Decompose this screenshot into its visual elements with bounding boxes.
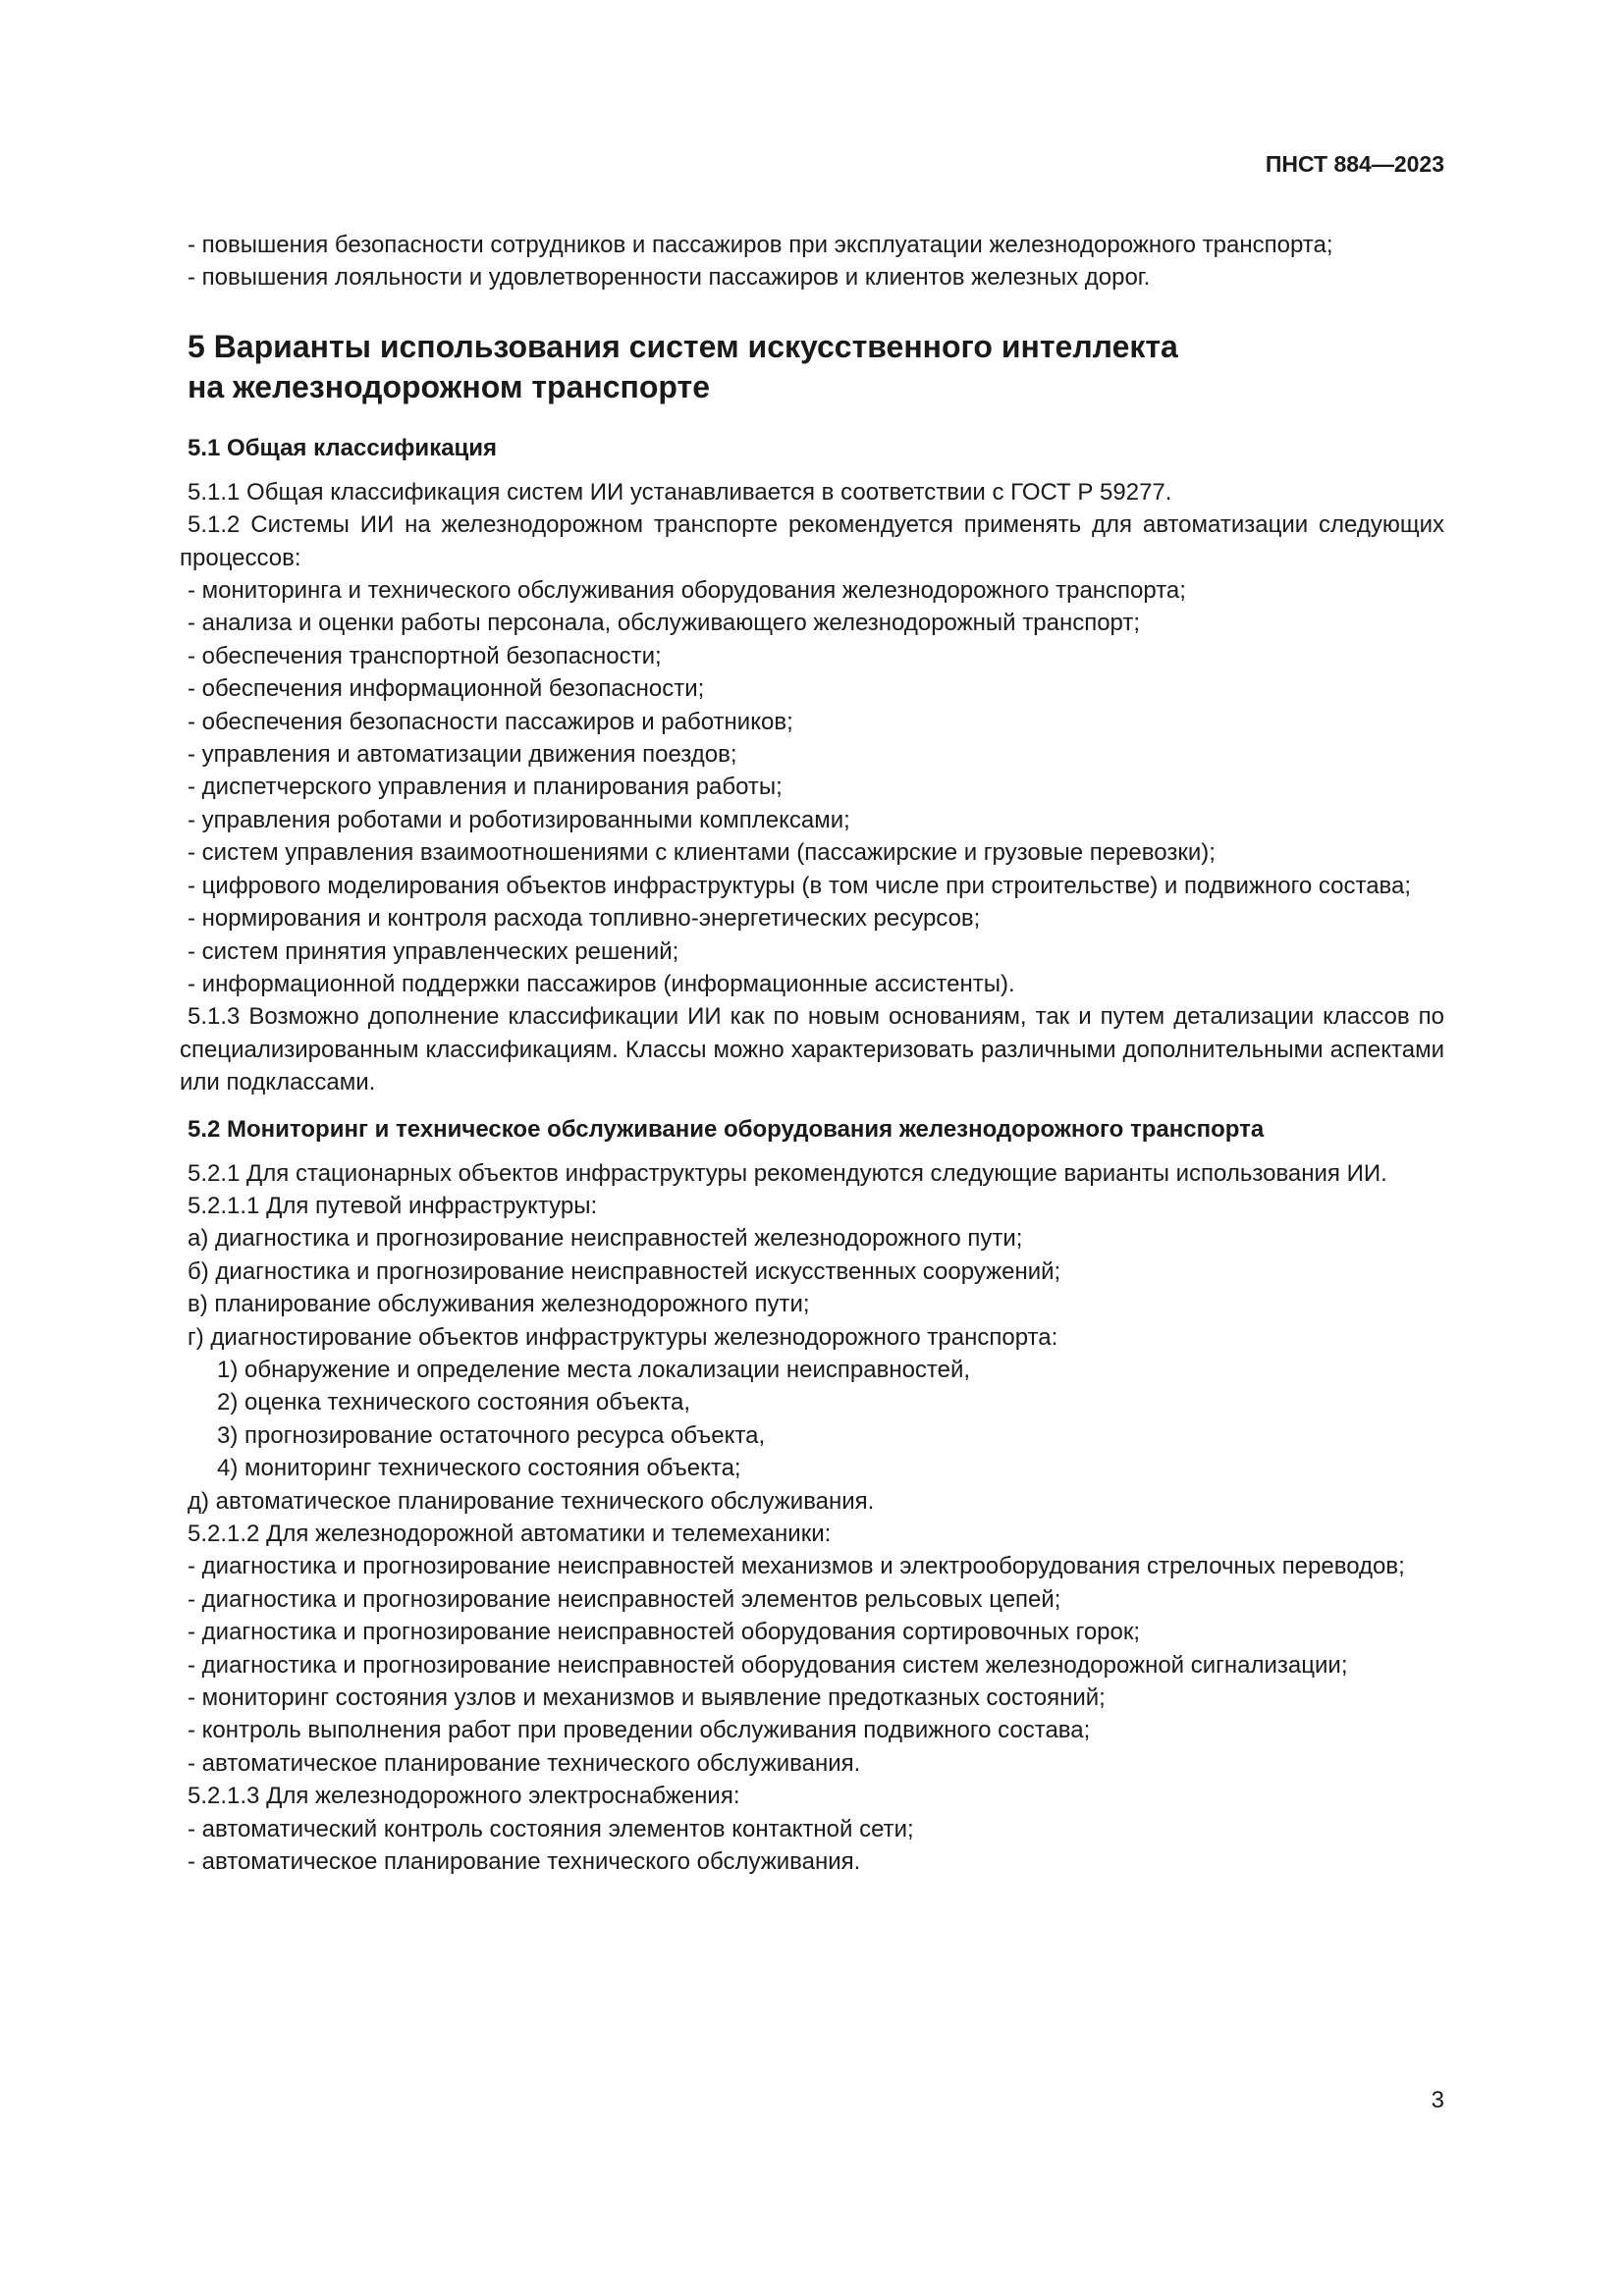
list-item: д) автоматическое планирование технического обслуживания. xyxy=(188,1487,875,1515)
paragraph-5-2-1-2: 5.2.1.2 Для железнодорожной автоматики и телемеханики: xyxy=(188,1521,832,1547)
paragraph-5-1-2: 5.1.2 Системы ИИ на железнодорожном транспорте рекомендуется применять для автоматизации следующих процессов: xyxy=(180,511,1444,571)
list-item: - диагностика и прогнозирование неисправностей механизмов и электрооборудования стрелочных переводов; xyxy=(188,1553,1405,1580)
section-5-title-line: 5 Варианты использования систем искусственного интеллекта xyxy=(188,328,1178,364)
document-code: ПНСТ 884—2023 xyxy=(1265,151,1444,177)
list-item: г) диагностирование объектов инфраструктуры железнодорожного транспорта: xyxy=(188,1323,1058,1351)
list-item: а) диагностика и прогнозирование неисправностей железнодорожного пути; xyxy=(188,1225,1023,1253)
list-item: - диагностика и прогнозирование неисправностей оборудования систем железнодорожной сигнализации; xyxy=(188,1651,1348,1679)
sublist-g xyxy=(180,1354,1444,1485)
list-item: - цифрового моделирования объектов инфраструктуры (в том числе при строительстве) и подвижного состава; xyxy=(188,872,1412,899)
list-item: - диагностика и прогнозирование неисправностей элементов рельсовых цепей; xyxy=(188,1585,1061,1613)
list-item: - мониторинг состояния узлов и механизмов и выявление предотказных состояний; xyxy=(188,1684,1106,1712)
list-item: - нормирования и контроля расхода топливно-энергетических ресурсов; xyxy=(188,905,981,933)
sublist-item: 4) мониторинг технического состояния объекта; xyxy=(217,1455,741,1482)
sublist-item: 1) обнаружение и определение места локализации неисправностей, xyxy=(217,1356,971,1383)
sublist-item: 3) прогнозирование остаточного ресурса объекта, xyxy=(217,1421,766,1449)
list-item: - диспетчерского управления и планирования работы; xyxy=(188,774,783,801)
list-item: - систем управления взаимоотношениями с клиентами (пассажирские и грузовые перевозки); xyxy=(188,839,1216,867)
paragraph-5-2-1-1: 5.2.1.1 Для путевой инфраструктуры: xyxy=(188,1192,598,1219)
page-number: 3 xyxy=(1431,2087,1444,2113)
intro-item: - повышения безопасности сотрудников и пассажиров при эксплуатации железнодорожного транспорта; xyxy=(188,232,1333,258)
paragraph-5-1-3: 5.1.3 Возможно дополнение классификации ИИ как по новым основаниям, так и путем детализации классов по специализированным классификациям. Классы можно характеризовать различными дополнительными аспектами или подклассами. xyxy=(180,1003,1444,1096)
intro-item: - повышения лояльности и удовлетворенности пассажиров и клиентов железных дорог. xyxy=(188,264,1151,292)
list-item: - управления роботами и роботизированными комплексами; xyxy=(188,806,850,833)
section-5-1-heading: 5.1 Общая классификация xyxy=(188,434,498,461)
list-5-2-1-3 xyxy=(180,1813,1444,1879)
list-item: - анализа и оценки работы персонала, обслуживающего железнодорожный транспорт; xyxy=(188,610,1141,637)
list-5-1-2 xyxy=(180,574,1444,1000)
list-item: - диагностика и прогнозирование неисправностей оборудования сортировочных горок; xyxy=(188,1619,1141,1646)
list-item: - обеспечения транспортной безопасности; xyxy=(188,642,662,669)
list-5-2-1-2 xyxy=(180,1550,1444,1780)
list-item: в) планирование обслуживания железнодорожного пути; xyxy=(188,1291,810,1318)
paragraph-5-2-1-3: 5.2.1.3 Для железнодорожного электроснабжения: xyxy=(188,1783,740,1810)
list-item: - систем принятия управленческих решений; xyxy=(188,937,679,965)
paragraph-5-2-1: 5.2.1 Для стационарных объектов инфраструктуры рекомендуются следующие варианты использования ИИ. xyxy=(188,1159,1387,1187)
section-5-title xyxy=(188,327,1444,407)
list-item: - информационной поддержки пассажиров (информационные ассистенты). xyxy=(188,970,1015,997)
list-item: - обеспечения безопасности пассажиров и работников; xyxy=(188,708,793,735)
list-item: - контроль выполнения работ при проведении обслуживания подвижного состава; xyxy=(188,1717,1091,1744)
section-5-2-heading: 5.2 Мониторинг и техническое обслуживание оборудования железнодорожного транспорта xyxy=(188,1115,1265,1143)
list-item: - автоматическое планирование технического обслуживания. xyxy=(188,1749,861,1777)
section-5-title-line: на железнодорожном транспорте xyxy=(188,368,710,404)
list-item: - автоматический контроль состояния элементов контактной сети; xyxy=(188,1815,914,1842)
list-item: б) диагностика и прогнозирование неисправностей искусственных сооружений; xyxy=(188,1257,1061,1285)
list-item: - управления и автоматизации движения поездов; xyxy=(188,741,737,769)
list-5-2-1-1 xyxy=(180,1222,1444,1518)
sublist-item: 2) оценка технического состояния объекта, xyxy=(217,1389,691,1416)
list-item: - обеспечения информационной безопасности; xyxy=(188,675,705,703)
list-item: - мониторинга и технического обслуживания оборудования железнодорожного транспорта; xyxy=(188,577,1186,605)
list-item: - автоматическое планирование технического обслуживания. xyxy=(188,1848,861,1876)
page-content xyxy=(180,229,1444,1878)
paragraph-5-1-1: 5.1.1 Общая классификация систем ИИ устанавливается в соответствии с ГОСТ Р 59277. xyxy=(188,478,1172,506)
